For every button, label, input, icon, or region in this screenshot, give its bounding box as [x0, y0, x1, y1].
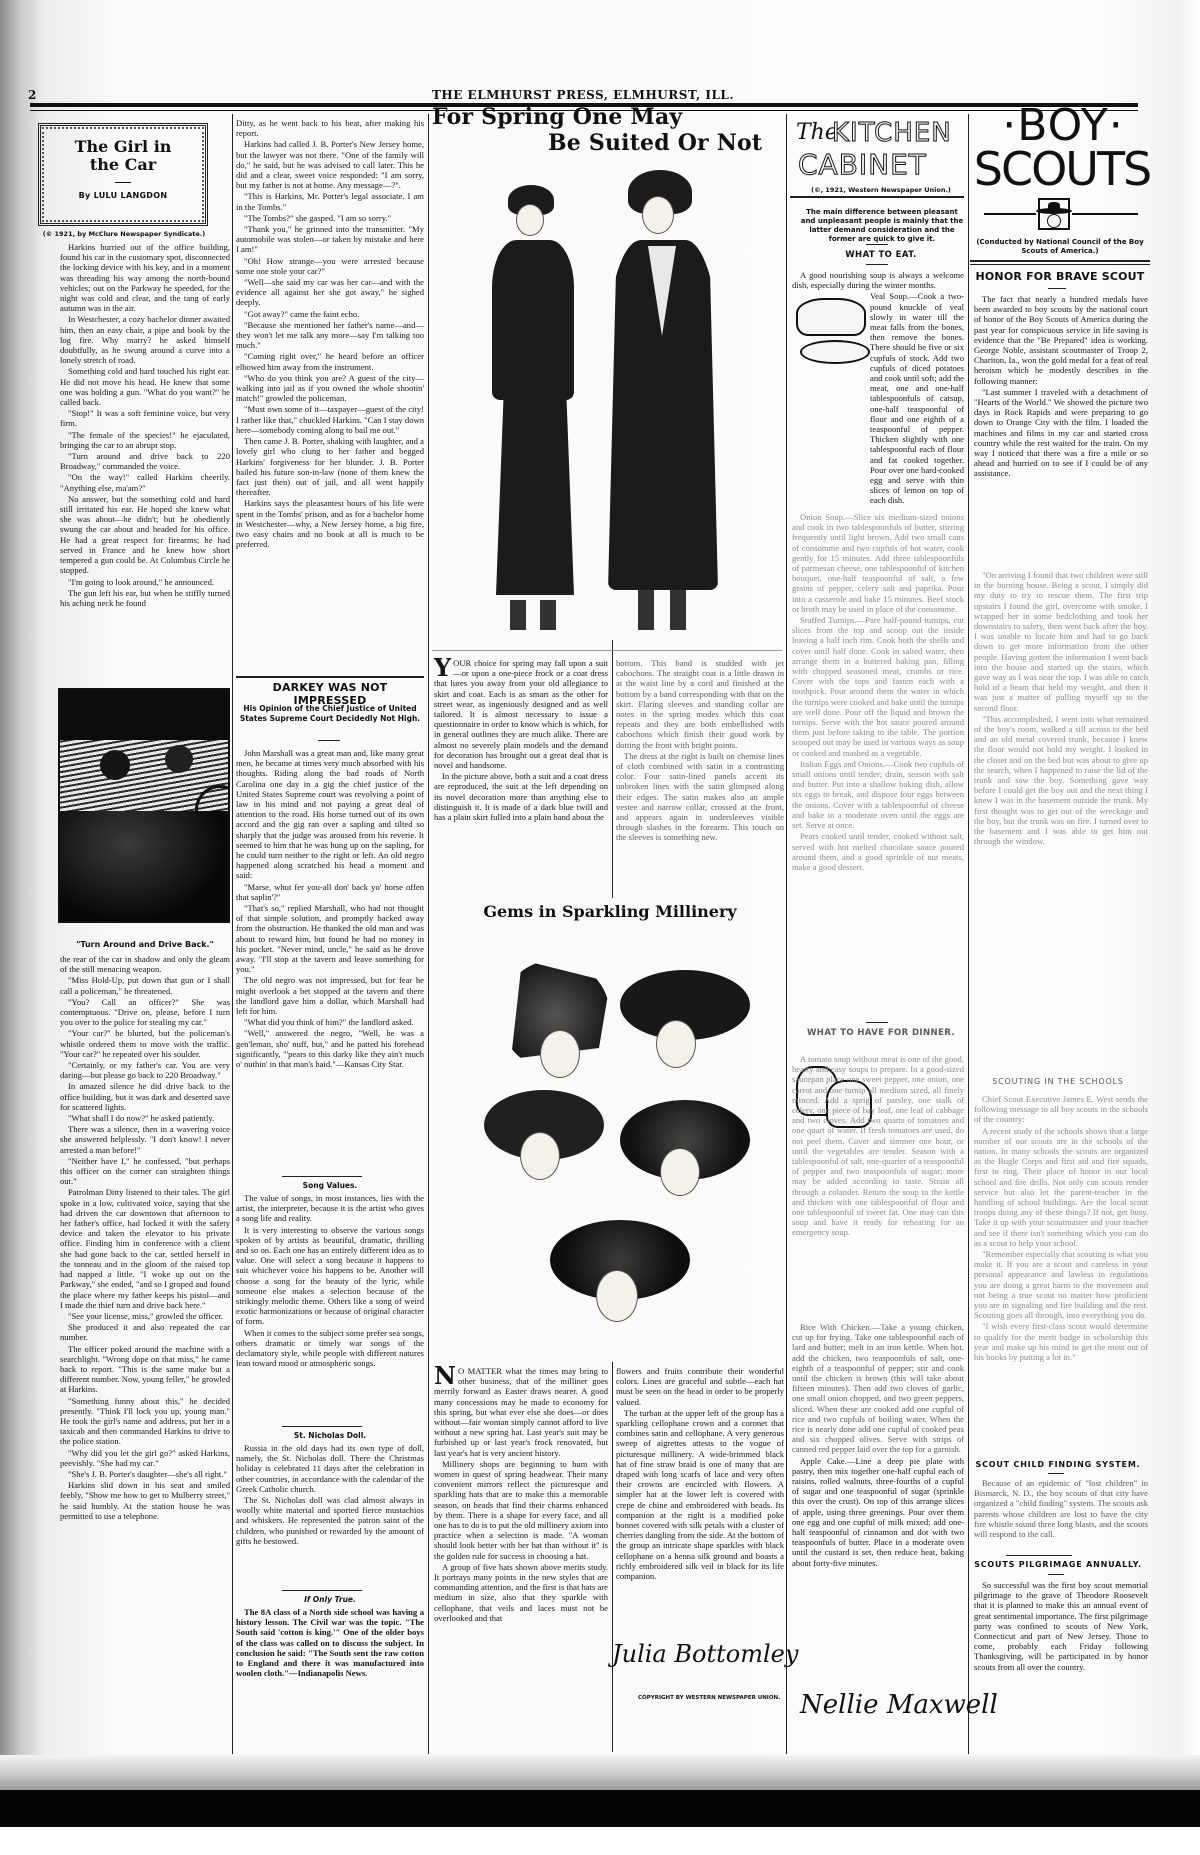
section-rule — [970, 264, 1150, 265]
paragraph: "I'm going to look around," he announced. — [68, 576, 215, 587]
paragraph: In Westchester, a cozy bachelor dinner awaited him, then an easy chair, a pipe and book by the log fire. Why marry? he asked himself doubtfully, as he swung around a curve into a lonely stretch of road. — [60, 314, 230, 366]
paragraph: "This is Harkins, Mr. Porter's legal associate. I am in the Tombs." — [236, 191, 424, 212]
copyright-line: (©, 1921, Western Newspaper Union.) — [811, 186, 951, 194]
paragraph: The dress at the right is built on chemise lines of cloth combined with satin in a contrasting color. Four satin-lined panels accent its unbroken lines with the satin glimpsed along their edges. The satin makes also an ample vestee and narrow collar, crossed at the front, and appears again in undersleeves visible through slashes in the forearm. This touch on the sleeves is something new. — [616, 750, 784, 843]
paragraph: A group of five hats shown above merits study. It portrays many points in the new styles that are commanding attention, and the first is that hats are medium in size, also that they sparkle with cellophane, that veils and laces must not be overlooked and that — [434, 1561, 608, 1623]
if-only-true-headline: If Only True. — [304, 1595, 356, 1604]
paragraph: Onion Soup.—Slice six medium-sized onions and cook in two tablespoonfuls of butter, stirring frequently until light brown. Add two small cans of consomme and two cupfuls of hot water, cook gently for 15 minutes. Add three tablespoonfuls of parmesan cheese, one tablespoonful of kitchen bouquet, one-half teaspoonful of salt, a few grains of pepper, celery salt and paprika. Pour into a casserole and bake 15 minutes. Beef stock or broth may be used in place of the consomme. — [792, 512, 964, 614]
spring-headline-line2: Be Suited Or Not — [548, 130, 763, 156]
story-body-part2 — [60, 954, 230, 1522]
paragraph: the rear of the car in shadow and only the gleam of the still menacing weapon. — [60, 954, 230, 975]
paragraph: Harkins had called J. B. Porter's New Jersey home, but the lawyer was not there. "One of the family will do," he said, but he was advised to call later. This he did and a clear, sweet voice responded: "I am sorry, but my father is not at home. Any message—?". — [236, 139, 424, 191]
author-signature: Julia Bottomley — [612, 1640, 799, 1668]
honor-brave-scout-body-cont — [974, 570, 1148, 847]
spring-suits-illustration — [470, 160, 770, 650]
millinery-body-right — [616, 1366, 784, 1582]
scouting-schools-body — [974, 1094, 1148, 1363]
song-values-headline: Song Values. — [302, 1181, 358, 1190]
paragraph: bottom. This band is studded with jet cabochons. The straight coat is a little drawn in at the waist line by a cord and finished at the bottom by a band corresponding with that on the skirt. Flaring sleeves and standing collar are notes in the spring modes which this coat repeats and they are both embellished with cabochons which finish their good work by dotting the front with bright points. — [616, 658, 784, 750]
paragraph: The turban at the upper left of the group has a sparkling cellophane crown and a coronet that combines satin and cellophane. A very generous sweep of aigrettes attests to the vogue of picturesque millinery. A wide-brimmed black hat of fine straw braid is one of many that are draped with long scarfs of lace and very often their crowns are encircled with flowers. A simpler hat at the lower left is covered with crepe de chine and embroidered with beads. Its companion at the right is a modified poke bonnet covered with silk petals with a cluster of cherries dangling from the side. At the bottom of the group an intricate shape sparkles with black cellophane on a henna silk ground and boasts a richly embroidered silk veil in black for its life companion. — [616, 1407, 784, 1582]
model-face — [596, 1270, 638, 1322]
woman-figure — [100, 750, 130, 780]
column-divider — [968, 114, 969, 1754]
byline: By LULU LANGDON — [78, 191, 168, 200]
paragraph: The St. Nicholas doll was clad almost always in woolly white material and sported fierce mustachios and whiskers. He represented the patron saint of the children, who punished or rewarded by the amount of gifts he bestowed. — [236, 1495, 424, 1546]
paragraph: "Marse, whut fer you-all don' back yo' horse offen that saplin'?" — [236, 881, 424, 902]
paragraph: "Stop!" It was a soft feminine voice, but very firm. — [60, 408, 230, 429]
millinery-headline: Gems in Sparkling Millinery — [483, 902, 737, 921]
paragraph: When it comes to the subject some prefer sea songs, others dramatic or timely war songs of the declamatory style, while people with different natures lean toward mood or atmospheric songs. — [236, 1327, 424, 1369]
paragraph: flowers and fruits contribute their wonderful colors. Lines are graceful and subtle—each hat must be seen on the head in order to be properly valued. — [616, 1366, 784, 1407]
nicholas-doll-body — [236, 1443, 424, 1547]
man-figure — [165, 745, 193, 773]
story-title-box — [38, 123, 208, 226]
paragraph: OUR choice for spring may fall upon a suit—or upon a one-piece frock or a coat dress that lures you away from your old allegiance to skirt and coat. Each is as smart as the other for street wear, as ingeniously designed and as well tailored. It is almost necessary to issue a questionnaire in order to know which is which, for in general outlines they are much alike. There are almost no severely plain models and the demand for decoration has brought out a great deal that is novel and handsome. — [434, 658, 608, 771]
paragraph: In the picture above, both a suit and a coat dress are reproduced, the suit at the left depending on its novel decoration more than anything else to distinguish it. It is made of a dark blue twill and has a plain skirt fulled into a plain band about the — [434, 771, 608, 823]
paragraph: "On the way!" called Harkins cheerily. "Anything else, ma'am?" — [60, 472, 230, 493]
section-rule — [236, 676, 424, 678]
dash-rule — [866, 1022, 888, 1023]
song-values-body — [236, 1193, 424, 1369]
nicholas-doll-headline: St. Nicholas Doll. — [293, 1431, 367, 1440]
masthead — [28, 88, 1138, 102]
paragraph: "Who do you think you are? A guest of the city—walking into jail as if you owned the whole shootin' match!" growled the policeman. — [236, 372, 424, 404]
scouts-pilgrimage-headline: SCOUTS PILGRIMAGE ANNUALLY. — [974, 1560, 1142, 1569]
paragraph: Millinery shops are beginning to hum with women in quest of spring headwear. Their many convenient mirrors reflect the picturesque and sparkling hats that are to make this a memorable season, on heads that find their charms enhanced by them. There is a shape for every face, and all one has to do is to put the old millinery axiom into practice when a selection is made. "A woman should look better with her hat than without it" is the golden rule for success in choosing a hat. — [434, 1458, 609, 1561]
scout-child-finding-body — [974, 1478, 1148, 1540]
spring-body-left — [434, 653, 608, 823]
scouting-schools-headline: SCOUTING IN THE SCHOOLS — [992, 1077, 1124, 1086]
paragraph: Harkins hurried out of the office building, found his car in the customary spot, disconnected the locking device with his key, and in a moment was threading his way among the north-bound vehicles; out on the Parkway he speeded, for the night was cold and clear, and the tang of early autumn was in the air. — [60, 242, 230, 314]
boy-scouts-logo-line2: SCOUTS — [973, 142, 1151, 196]
paragraph: "Remember especially that scouting is what you make it. If you are a scout and careless in your personal appearance and lawless in regulations you are doing a great harm to the movement and not being a true scout no matter how proficient you are in signaling and fire building and the rest. Scouting goes all through, into everything you do. — [974, 1249, 1148, 1321]
dash-rule — [318, 740, 340, 741]
paragraph: O MATTER what the times may bring to other business, that of the milliner goes merrily forward as Easter draws nearer. A good many concessions may be made to economy for this spring, but what ever else she does—or does without—fair woman simply cannot afford to live without a new spring hat. Last year's suit may be furbished up or last year's frock renovated, but last year's hat is very ancient history. — [434, 1366, 608, 1458]
paragraph: "Oh! How strange—you were arrested because some one stole your car?" — [236, 255, 424, 276]
column-divider — [428, 114, 429, 1754]
paragraph: Chief Scout Executive James E. West sends the following message to all boy scouts in the schools of the country: — [974, 1094, 1148, 1125]
story-body-part1 — [60, 242, 230, 609]
dash-rule — [1048, 1574, 1064, 1575]
paragraph: "Why did you let the girl go?" asked Harkins, peevishly. "She had my car." — [60, 1447, 230, 1468]
model-face — [540, 1030, 580, 1078]
paragraph: Then came J. B. Porter, shaking with laughter, and a lovely girl who clung to her father and begged Harkins' forgiveness for her blunder. J. B. Porter bailed his future son-in-law (none of them knew the fact just then) out of jail, and all went happily thereafter. — [236, 436, 424, 498]
hats-illustration — [470, 960, 770, 1360]
section-rule — [282, 1426, 362, 1427]
paragraph: "Must own some of it—taxpayer—guest of the city! I rather like that," chuckled Harkins. "Can I stay down here—somebody coming along to bail me out." — [236, 404, 424, 435]
paragraph: "What did you think of him?" the landlord asked. — [244, 1017, 414, 1028]
paragraph: Russia in the old days had its own type of doll, namely, the St. Nicholas doll. There the Christmas holiday is celebrated 11 days after the celebration in other countries, in accordance with the calendar of the Greek Catholic church. — [236, 1443, 424, 1494]
paragraph: "That's so," replied Marshall, who had not thought of that simple solution, and promptly backed away from the obstruction. He thanked the old man and was about to reward him, but found he had no money in his pocket. "Never mind, uncle," he said as he drove away. "I'll stop at the tavern and leave something for you." — [236, 903, 424, 975]
paragraph: She produced it and also repeated the car number. — [60, 1322, 230, 1343]
paragraph: Rice With Chicken.—Take a young chicken, cut up for frying. Take one tablespoonful each of lard and butter; melt in an iron kettle. When hot, add the chicken, two teaspoonfuls of salt, one-eighth of a teaspoonful of pepper; stir and cook until the chicken is brown (this will take about fifteen minutes). Then add two cloves of garlic, one small onion chopped, and two green peppers, sliced. When these are cooked add one cupful of rice and two cupfuls of boiling water. When the rice is nearly done add one cupful of cooked peas and six chopped olives. Serve with strips of canned red pepper laid over the top for a garnish. — [792, 1322, 964, 1455]
suit-skirt — [496, 390, 574, 595]
paragraph: The fact that nearly a hundred medals have been awarded to boy scouts by the national court of honor of the Boy Scouts of America during the past year for conspicuous service in life saving is evidence that the "Be Prepared" idea is working. George Noble, assistant scoutmaster of Troop 2, Chariton, Ia., won the gold medal for a feat of real heroism which he modestly describes in the following manner: — [974, 294, 1148, 386]
model-face — [520, 1132, 560, 1180]
what-to-eat-body — [792, 270, 964, 507]
paragraph: "Last summer I traveled with a detachment of "Hearts of the World." We showed the picture two days in Rock Rapids and were preparing to go down to Orange City with the film. I loaded the machines and films in my car and started cross country while the rest waited for the train. On my way I noticed that there was a fire a mile or so ahead and hurried on to see if I could be of any assistance. — [974, 386, 1148, 479]
story-title: The Girl in the Car — [74, 137, 172, 174]
paragraph: Something cold and hard touched his right ear. He did not move his head. He knew that some one was holding a gun. "What do you want?" he called back. — [60, 366, 230, 408]
column-divider — [232, 114, 233, 1754]
paragraph: The 8A class of a North side school was having a history lesson. The Civil war was the topic. "The South said 'cotton is king.'" One of the older boys of the class was called on to discuss the subject. In conclusion he said: "The South sent the raw cotton to England and there it was manufactured into woolen cloth."—Indianapolis News. — [236, 1607, 424, 1679]
scouts-pilgrimage-body — [974, 1580, 1148, 1673]
what-to-have-headline: WHAT TO HAVE FOR DINNER. — [807, 1028, 955, 1038]
paragraph: "What shall I do now?" he asked patiently. — [68, 1113, 215, 1124]
section-rule — [970, 260, 1150, 262]
paragraph: "Something funny about this," he decided presently. "Think I'll lock you up, young man." He took the girl's name and address, put her in a taxicab and then commanded Harkins to drive to the police station. — [60, 1395, 230, 1447]
model-face — [660, 1148, 700, 1196]
paragraph: "She's J. B. Porter's daughter—she's all right." — [68, 1468, 227, 1479]
paragraph: Because of an epidemic of "lost children" in Bismarck, N. D., the boy scouts of that city have organized a "child finding" system. The scouts ask parents whose children are lost to have the city fire whistle sound three long blasts, and the scouts will respond to the call. — [974, 1478, 1148, 1540]
paragraph: In amazed silence he did drive back to the office building, but it was dark and deserted save for scattered lights. — [60, 1081, 230, 1112]
dash-rule — [866, 244, 888, 245]
leg — [638, 590, 654, 630]
paragraph: It is very interesting to observe the various songs spoken of by artists as beautiful, dramatic, thrilling and so on. Each one has an entirely different idea as to value. One will select a song because it happens to suit whichever voice his happens to be. Another will choose a song for the beauty of the lyric, while someone else makes a selection because of the strikingly melodic theme. Others like a song of weird exotic harmonizations or because of original character of form. — [236, 1224, 424, 1327]
honor-brave-scout-headline: HONOR FOR BRAVE SCOUT — [975, 270, 1145, 283]
paragraph: "Turn around and drive back to 220 Broadway," commanded the voice. — [60, 451, 230, 472]
darkey-headline: DARKEY WAS NOT IMPRESSED — [272, 681, 388, 707]
model-face — [656, 1020, 696, 1068]
spring-headline-line1: For Spring One May — [432, 104, 683, 130]
dash-rule — [1048, 1473, 1064, 1474]
paragraph: "Got away?" came the faint echo. — [244, 308, 360, 319]
paragraph: "The female of the species!" he ejaculated, bringing the car to an abrupt stop. — [60, 429, 230, 450]
paragraph: Italian Eggs and Onions.—Cook two cupfuls of small onions until tender; drain, season with salt and butter. Put into a shallow baking dish, allow six eggs to break, and dispose four eggs between the onions. Cover with a tablespoonful of cheese and bake in a moderate oven until the eggs are set. Serve at once. — [792, 758, 964, 831]
darkey-body — [236, 748, 424, 1070]
paragraph: Veal Soup.—Cook a two-pound knuckle of veal slowly in water till the meat falls from the bones, then remove the bones. There should be five or six cupfuls of stock. Add two cupfuls of diced potatoes and cook until soft; add the meat, one and one-half tablespoonfuls of catsup, one-half teaspoonful of flour and one eighth of a teaspoonful of pepper. Thicken slightly with one tablespoonful each of flour and fat cooked together. Pour over one hard-cooked egg and serve with thin slices of lemon on top of each dish. — [870, 291, 964, 506]
paragraph: So successful was the first boy scout memorial pilgrimage to the grave of Theodore Roosevelt that it is planned to make this an annual event of great sentimental importance. The first pilgrimage party was confined to scouts of New York, Connecticut and part of New Jersey. Those to come, probably each Friday following Thanksgiving, will be participated in by honor scouts from all over the country. — [974, 1580, 1148, 1672]
scan-edge-black — [0, 1790, 1200, 1827]
paragraph: Apple Cake.—Line a deep pie plate with pastry, then mix together one-half cupful each of raisins, rolled walnuts, three-fourths of a cupful of sugar and one teaspoonful of sugar (sprinkle this over the crust). On top of this arrange slices of apple, using three greenings. Pour over them one egg and one cupful of milk mixed; add one-half teaspoonful of cinnamon and dot with two teaspoonfuls of butter. Place in a moderate oven until the custard is set, then reduce heat, baking about forty-five minutes. — [792, 1455, 964, 1568]
paragraph: "Neither have I," he confessed, "but perhaps this officer on the corner can straighten things out." — [60, 1155, 230, 1187]
paragraph: "On arriving I found that two children were still in the burning house. Being a scout, I simply did my duty to try to rescue them. The first trip upstairs I found the girl, overcome with smoke. I wrapped her in some bedclothing and took her downstairs to safety, then went back after the boy. I was unable to locate him and had to go back down to get more information from the other people. Having gotten the information I went back into the house and started up the stairs, which gave way as I was near the top. I was able to catch hold of a beam that held my weight, and then it was just a matter of pulling myself up to the second floor. — [974, 570, 1148, 713]
paragraph: Ditty, as he went back to his beat, after making his report. — [236, 118, 424, 139]
paragraph: "Miss Hold-Up, put down that gun or I shall call a policeman," he threatened. — [60, 975, 230, 996]
column-divider — [612, 1362, 613, 1752]
paragraph: The gun left his ear, but when he stiffly turned his aching neck he found — [60, 587, 230, 608]
kitchen-cabinet-logo: The KITCHEN CABINET — [796, 118, 952, 181]
scout-face-icon — [1038, 198, 1070, 230]
paragraph: Stuffed Turnips.—Pare half-pound turnips, cut slices from the top and scoop out the inside leaving a half inch rim. Cook both the shells and cover until half done. Cook in salted water, then arrange them in a buttered baking pan, filling with chopped seasoned meat, crumbs or rice. Cover with the tops and fasten each with a toothpick. Pour around them the water in which the turnips were cooked and bake until the turnips are well done. Pour off the liquid and brown the turnips. Serve with the hot sauce poured around them just before taking to the table. The portion scooped out may be used in various ways as soup or cooked and mashed as a vegetable. — [792, 615, 964, 758]
what-to-have-body-cont — [792, 1322, 964, 1569]
paper-title: THE ELMHURST PRESS, ELMHURST, ILL. — [431, 88, 735, 102]
leg — [510, 600, 526, 630]
paragraph: The old negro was not impressed, but for fear he might overlook a bet stopped at the tavern and there the landlord gave him a dollar, which Marshall had left for him. — [236, 975, 424, 1017]
honor-brave-scout-body — [974, 294, 1148, 480]
dash-rule — [866, 264, 888, 265]
title-dash — [115, 182, 131, 183]
what-to-eat-body-cont — [792, 512, 964, 873]
paragraph: The value of songs, in most instances, lies with the artist, the interpreter, because it is the artist who gives a song life and reality. — [236, 1193, 424, 1224]
boy-scouts-logo-line1: ·BOY· — [1002, 100, 1124, 151]
car-illustration — [58, 688, 230, 923]
illustration-caption: "Turn Around and Drive Back." — [76, 940, 214, 949]
paragraph: John Marshall was a great man and, like many great men, he became at times very much absorbed with his thoughts. Riding along the bad roads of North Carolina one day in a gig the chief justice of the United States Supreme court was revolving a point of law in his mind and not paying a great deal of attention to the road. His horse turned out of its own accord and the gig ran over a sapling and tilted so sharply that the judge was aroused from his reverie. It seemed to him that he was hung up on the sapling, for he could turn neither to the right or left. An old negro happened along scratched his head a moment and said: — [236, 748, 424, 881]
what-to-eat-headline: WHAT TO EAT. — [845, 250, 917, 260]
paragraph: "Coming right over," he heard before an officer elbowed him away from the instrument. — [236, 351, 424, 372]
leg — [670, 590, 686, 630]
paragraph: "You? Call an officer?" She was contemptuous. "Drive on, please, before I turn you over to the police for stealing my car." — [60, 996, 230, 1028]
drop-cap: Y — [434, 653, 452, 682]
drop-cap: N — [434, 1361, 456, 1390]
paragraph: The officer poked around the machine with a searchlight. "Wrong dope on that miss," he came back to report. "This is the same make but a different number. Now, young feller," he growled at Harkins. — [60, 1343, 230, 1395]
what-to-have-body — [792, 1054, 964, 1239]
paragraph: "See your license, miss," growled the officer. — [68, 1310, 224, 1321]
paragraph: "Your car?" he blurted, but the policeman's whistle ordered them to move with the traffic. "Your car?" he repeated over his soulder. — [60, 1028, 230, 1059]
page-number: 2 — [28, 88, 37, 102]
section-rule — [1006, 1555, 1072, 1556]
column-divider — [612, 640, 613, 898]
paragraph: A tomato soup without meat is one of the good, hearty and easy soups to prepare. In a good-sized saucepan place one sweet pepper, one onion, one carrot and one turnip all medium sized, all finely minced. Add a sprig of parsley, one stalk of celery, one piece of bay leaf, one leaf of cabbage and two cloves. Add two quarts of tomatoes and one quart of water. If fresh tomatoes are used, do not peel them. Cover and simmer one hour, or until the vegetables are tender. Season with a tablespoonful of salt, one-quarter of a teaspoonful of pepper and two teaspoonfuls of sugar; more may be added according to taste. Strain all through a colander. Return the soup to the kettle and thicken with one tablespoonful of flour and one tablespoonful of sweet fat. One may can this soup and have it ready for reheating for an emergency soup. — [792, 1054, 964, 1238]
paragraph: There was a silence, then in a wavering voice she answered helplessly. "I don't know! I never arrested a man before!" — [60, 1124, 230, 1155]
emblem-line — [1072, 213, 1138, 215]
author-signature: Nellie Maxwell — [800, 1690, 998, 1720]
paragraph: "The Tombs?" she gasped. "I am so sorry." — [244, 212, 392, 223]
paragraph: "Thank you," he grinned into the transmitter. "My automobile was stolen—or taken by mistake and here I am!" — [236, 224, 424, 255]
spring-body-right — [616, 658, 784, 844]
copyright-line: (© 1921, by McClure Newspaper Syndicate.) — [42, 230, 206, 238]
paragraph: "Well," answered the negro, "Well, he was a gen'leman, sho' nuff, but," and he patted his forehead significantly, "'pears to this darky like they ain't much o' nuthin' in that man's haid."—Kansas City Star. — [236, 1028, 424, 1070]
section-rule — [282, 1176, 362, 1177]
dash-rule — [1048, 288, 1066, 289]
suit-jacket — [492, 240, 574, 400]
paragraph: Harkins says the pleasantest hours of his life were spent in the Tombs' prison, and as for a bachelor home in Westchester—why, a New Jersey home, a big fire, two easy chairs and no book at all is much to be preferred. — [236, 498, 424, 550]
paragraph: Harkins slid down in his seat and smiled feebly, "Show me how to get to Mulberry street," he said humbly. At the station house he was permitted to use a telephone. — [60, 1480, 230, 1521]
paragraph: Pears cooked until tender, cooked without salt, served with hot melted chocolate sauce poured around them, and a good sprinkle of nut meats, make a good dessert. — [792, 831, 964, 872]
column-divider — [786, 114, 787, 1754]
millinery-body-left — [434, 1361, 609, 1624]
story-continuation — [236, 118, 424, 550]
paragraph: "I wish every first-class scout would determine to qualify for the merit badge in scholarship this year and make up his mind to get the most out of his books by putting a lot in." — [974, 1321, 1148, 1363]
scout-child-finding-headline: SCOUT CHILD FINDING SYSTEM. — [975, 1460, 1141, 1469]
face-right — [642, 196, 674, 234]
copyright-line: COPYRIGHT BY WESTERN NEWSPAPER UNION. — [638, 1695, 781, 1701]
leg — [540, 600, 556, 630]
paragraph: No answer, but the something cold and hard still irritated his ear. He hoped she knew what she was about—he didn't; but he obediently swung the car about and headed for his office. He had a great respect for firearms; he had served in France and he knew how short tempered a gun could be. At Columbus Circle he stopped. — [60, 493, 230, 576]
section-rule — [432, 650, 782, 651]
paragraph: A recent study of the schools shows that a large number of our scouts are in the schools of the nation. In many schools the scouts are organized as the Bugle Corps and first aid and fire squads, first to ring. Their place of honor in our local school and fire drills. Not only can scouts render service but also let the parent-teacher in the handling of school buildings. Are the local scout troops doing any of these things? If not, get busy. Take it up with your scoutmaster and your teacher and see if there isn't something which you can do as a scout to help your school. — [974, 1125, 1148, 1248]
section-rule — [282, 1590, 362, 1591]
paragraph: "Because she mentioned her father's name—and—they won't let me talk any more—say I'm talking too much." — [236, 319, 424, 351]
paragraph: "Well—she said my car was her car—and with the evidence all against her she got away," he sighed deeply. — [236, 277, 424, 308]
conducted-by-line: (Conducted by National Council of the Boy Scouts of America.) — [976, 238, 1144, 255]
section-rule — [790, 196, 964, 198]
emblem-line — [984, 213, 1036, 215]
scan-margin — [0, 1827, 1200, 1855]
face-left — [516, 204, 544, 236]
kitchen-intro: The main difference between pleasant and unpleasant people is mainly that the latter demand consideration and the former are quick to give it. — [800, 208, 964, 243]
darkey-subhead: His Opinion of the Chief Justice of United States Supreme Court Decidedly Not High. — [239, 704, 421, 723]
paragraph: "This accomplished, I went into what remained of the boy's room, walked a sill across to the bed and an old metal covered trunk, because I knew the floor would not hold my weight. I looked in the closet and on the bed but was about to give up the search, when I happened to raise the lid of the trunk and saw the boy. Something gave way before I could get the boy out and the next thing I knew I was in the basement outside the trunk. My first thought was to get out of the wreckage and the boy, but the trunk was on fire. I turned over to the basement and I was able to get him out through the window. — [974, 713, 1148, 847]
paragraph: A good nourishing soup is always a welcome dish, especially during the winter months. — [792, 270, 964, 291]
if-only-true-body — [236, 1607, 424, 1679]
paragraph: "Certainly, or my father's car. You are very daring—but please go back to 220 Broadway." — [60, 1060, 230, 1081]
paragraph: Patrolman Ditty listened to their tales. The girl spoke in a low, cultivated voice, saying that she had driven the car downtown that afternoon to her father's office, had locked it with the safety device and taken the elevator to his private office. Finding him in conference with a client she had gone back to the car, settled herself in the tonneau and in the gloom of the raised top had napped a little. "I woke up out on the Parkway," she ended, "and so I groped and found the place where my father keeps his pistol—and I made the thief turn and drive back here." — [60, 1187, 230, 1310]
